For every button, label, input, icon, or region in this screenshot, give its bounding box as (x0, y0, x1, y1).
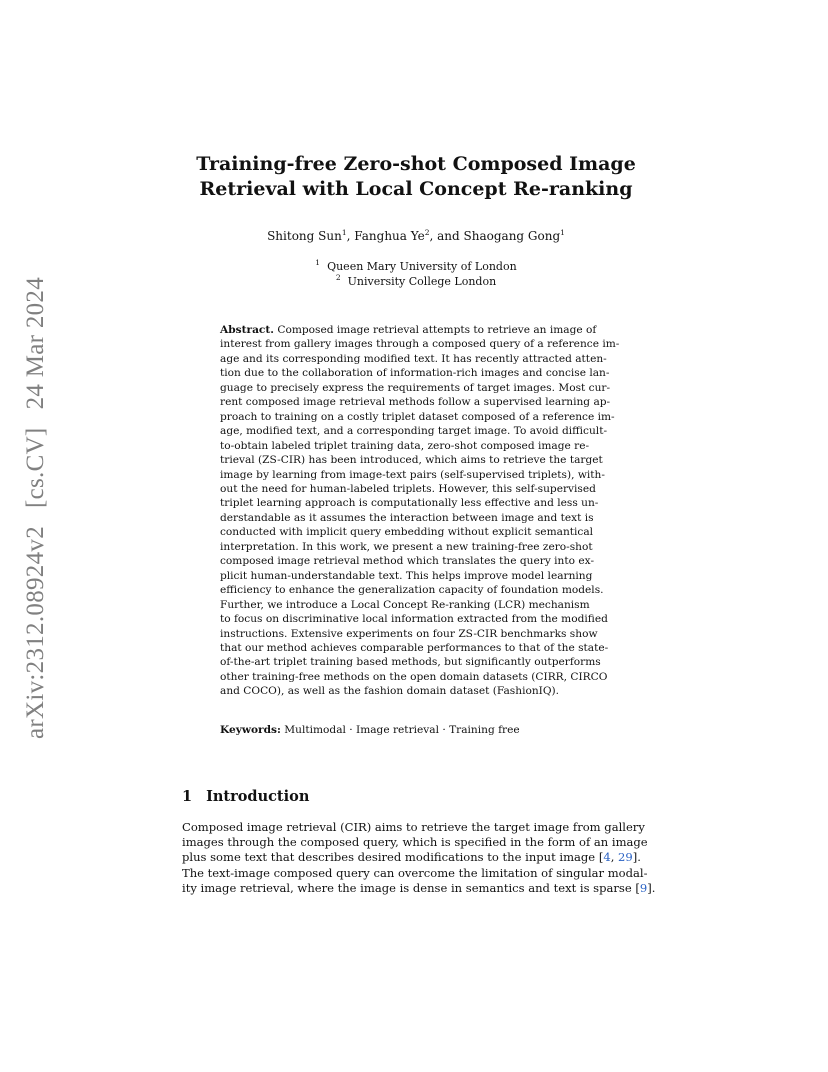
affiliation-list (150, 259, 682, 289)
abstract-line: efficiency to enhance the generalization capacity of foundation models. (220, 584, 604, 597)
author-affiliation-mark: 2 (424, 228, 430, 237)
affiliation-number: 2 (335, 273, 341, 282)
arxiv-id: arXiv:2312.08924v2 (22, 525, 49, 740)
affiliation-number: 1 (315, 258, 321, 267)
arxiv-stamp (22, 277, 50, 739)
affiliation (150, 274, 682, 289)
body-line (182, 880, 656, 896)
abstract-line: guage to precisely express the requirements of target images. Most cur- (220, 381, 611, 394)
abstract-line: conducted with implicit query embedding without explicit semantical (220, 526, 594, 539)
abstract-line: age and its corresponding modified text. It has recently attracted atten- (220, 352, 607, 365)
abstract-line: trieval (ZS-CIR) has been introduced, which aims to retrieve the target (220, 454, 603, 467)
keywords-label: Keywords: (220, 724, 281, 736)
abstract-line: rent composed image retrieval methods follow a supervised learning ap- (220, 396, 611, 409)
author-name: Shitong Sun (267, 229, 342, 243)
abstract-line: interpretation. In this work, we present a new training-free zero-shot (220, 540, 593, 553)
citation-separator: , (610, 850, 619, 865)
author-list (150, 229, 682, 243)
abstract-line: that our method achieves comparable performances to that of the state- (220, 641, 609, 654)
body-line: Composed image retrieval (CIR) aims to retrieve the target image from gallery (182, 820, 645, 834)
abstract-line: derstandable as it assumes the interaction between image and text is (220, 511, 594, 524)
author-name: Fanghua Ye (354, 229, 425, 243)
author-name: Shaogang Gong (463, 229, 561, 243)
affiliation (150, 259, 682, 274)
body-line-end: ]. (647, 880, 656, 895)
abstract-line: plicit human-understandable text. This helps improve model learning (220, 569, 593, 582)
paper-title (150, 152, 682, 202)
abstract-line: and COCO), as well as the fashion domain dataset (FashionIQ). (220, 685, 560, 698)
keywords-text: Multimodal · Image retrieval · Training free (284, 724, 520, 736)
abstract-line: other training-free methods on the open domain datasets (CIRR, CIRCO (220, 670, 608, 683)
abstract-line: proach to training on a costly triplet dataset composed of a reference im- (220, 410, 615, 423)
abstract-line: Further, we introduce a Local Concept Re-ranking (LCR) mechanism (220, 598, 590, 611)
citation-link[interactable]: 4 (603, 850, 611, 865)
keywords (220, 724, 612, 736)
abstract-label: Abstract. (220, 324, 274, 336)
author-separator: , (346, 229, 355, 243)
body-line (182, 850, 650, 865)
abstract-line: out the need for human-labeled triplets. However, this self-supervised (220, 482, 596, 495)
abstract-line: triplet learning approach is computationally less effective and less un- (220, 497, 599, 510)
section-number: 1 (182, 788, 193, 805)
abstract-line: to-obtain labeled triplet training data, zero-shot composed image re- (220, 439, 590, 452)
author-affiliation-mark: 1 (560, 228, 565, 237)
citation-link[interactable]: 29 (618, 850, 633, 865)
abstract (220, 323, 620, 699)
abstract-line: to focus on discriminative local information extracted from the modified (220, 613, 608, 626)
introduction-text (182, 820, 656, 896)
affiliation-name: University College London (347, 275, 497, 288)
body-line: images through the composed query, which is specified in the form of an image (182, 835, 648, 850)
author-separator: , and (429, 229, 464, 243)
section-heading (182, 788, 309, 805)
body-line-text: ity image retrieval, where the image is dense in semantics and text is sparse [ (182, 880, 640, 895)
title-line: Retrieval with Local Concept Re-ranking (199, 178, 633, 200)
body-line-end: ]. (632, 850, 641, 865)
abstract-line: composed image retrieval method which translates the query into ex- (220, 555, 595, 568)
body-line-text: plus some text that describes desired modifications to the input image [ (182, 850, 604, 865)
abstract-line: age, modified text, and a corresponding target image. To avoid difficult- (220, 425, 608, 438)
author-affiliation-mark: 1 (341, 228, 347, 237)
section-title: Introduction (206, 788, 310, 805)
abstract-line (220, 323, 612, 337)
abstract-line: of-the-art triplet training based methods, but significantly outperforms (220, 656, 601, 669)
abstract-line: tion due to the collaboration of information-rich images and concise lan- (220, 367, 610, 380)
citation-link[interactable]: 9 (639, 880, 648, 895)
abstract-line: interest from gallery images through a composed query of a reference im- (220, 338, 620, 351)
title-line: Training-free Zero-shot Composed Image (196, 153, 636, 175)
abstract-line: instructions. Extensive experiments on four ZS-CIR benchmarks show (220, 627, 598, 640)
arxiv-date: 24 Mar 2024 (22, 276, 49, 410)
arxiv-category: [cs.CV] (22, 427, 49, 508)
abstract-line: image by learning from image-text pairs (self-supervised triplets), with- (220, 468, 605, 481)
affiliation-name: Queen Mary University of London (327, 260, 517, 273)
body-line: The text-image composed query can overcome the limitation of singular modal- (182, 865, 648, 880)
abstract-text: Composed image retrieval attempts to retrieve an image of (277, 324, 597, 336)
